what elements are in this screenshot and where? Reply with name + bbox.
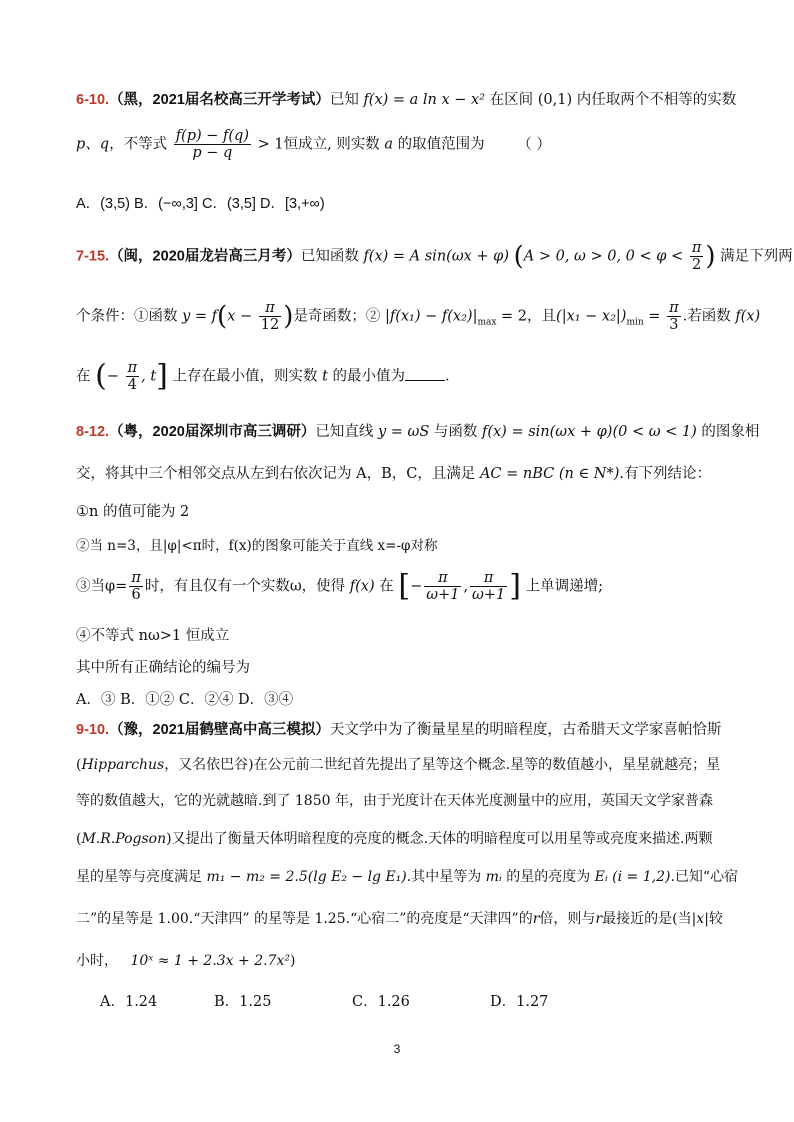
q9-formula: m₁ − m₂ = 2.5(lg E₂ − lg E₁)	[206, 869, 407, 885]
q6-number: 6-10.	[76, 92, 110, 108]
q7-number: 7-15.	[76, 248, 110, 265]
q6-options: A．(3,5) B．(−∞,3] C．(3,5] D．[3,+∞)	[76, 196, 325, 212]
q8-source: （粤，2020届深圳市高三调研）	[109, 424, 316, 440]
q9-option-b: B．1.25	[214, 994, 272, 1010]
q7-line-3: 在 (− $\frac{\pi}{4}$ , t] 上存在最小值，则实数 t 的最小值为 .	[76, 358, 450, 394]
q9-line-2: (Hipparchus，又名依巴谷)在公元前二世纪首先提出了星等这个概念.星等的数值越小，星星就越亮；星	[76, 757, 721, 773]
q6-source: （黑，2021届名校高三开学考试）	[109, 92, 330, 108]
q8-options: A．③ B．①② C．②④ D．③④	[76, 692, 294, 708]
q9-option-d: D．1.27	[490, 994, 549, 1010]
q7-line-2: 个条件：①函数 y = f(x − $\frac{\pi}{12}$ )是奇函数；② $|f(x_1) - f(x_2)|_{max} = 2$，且$(|x_1 - x_2|)_{min}$ = $\frac{\pi}{3}$ .若函数 f(x)	[76, 300, 761, 333]
q9-source: （豫，2021届鹤壁高中高三模拟）	[109, 722, 330, 738]
q8-conclusion-1: ①n 的值可能为 2	[76, 504, 190, 520]
q8-ask: 其中所有正确结论的编号为	[76, 660, 250, 676]
q6-line-2: p、q，不等式 $\frac{f(p) - f(q)}{p - q}$ > 1恒成立, 则实数 a 的取值范围为 （ ）	[76, 128, 551, 161]
q9-line-6: 二”的星等是 1.00.“天津四” 的星等是 1.25.“心宿二”的亮度是“天津四”的r倍，则与r最接近的是(当|x|较	[76, 911, 723, 927]
q7-line-1: 7-15.（闽，2020届龙岩高三月考）已知函数 f(x) = A sin(ωx + φ) (A > 0, ω > 0, 0 < φ < $\frac{\pi}{2}$ ) 满足下列两	[76, 240, 793, 273]
q9-number: 9-10.	[76, 722, 110, 738]
q8-conclusion-3: ③当φ= $\frac{\pi}{6}$ 时，有且仅有一个实数ω，使得 f(x) 在 [− $\frac{\pi}{\omega+1}$ , $\frac{\pi}{\omega+1}$ ] 上单调递增;	[76, 568, 603, 604]
q7-source: （闽，2020届龙岩高三月考）	[109, 248, 301, 265]
q8-conclusion-2: ②当 n=3，且|φ|<π时，f(x)的图象可能关于直线 x=-φ对称	[76, 538, 438, 554]
q6-fraction: $\frac{f(p) - f(q)}{p - q}$	[175, 128, 249, 161]
q8-conclusion-4: ④不等式 nω>1 恒成立	[76, 628, 230, 644]
q9-line-7: 小时， 10ˣ ≈ 1 + 2.3x + 2.7x²)	[76, 953, 296, 969]
q8-line-1: 8-12.（粤，2020届深圳市高三调研）已知直线 y = ωS 与函数 f(x) = sin(ωx + φ)(0 < ω < 1) 的图象相	[76, 424, 760, 440]
q8-number: 8-12.	[76, 424, 110, 440]
q6-answer-paren: （ ）	[517, 136, 551, 153]
q6-interval: (0,1)	[537, 92, 573, 108]
q9-line-3: 等的数值越大，它的光就越暗.到了 1850 年，由于光度计在天体光度测量中的应用，英国天文学家普森	[76, 793, 713, 809]
q9-option-a: A．1.24	[100, 994, 158, 1010]
q8-line-2: 交，将其中三个相邻交点从左到右依次记为 A，B，C，且满足 AC = nBC (n ∈ N*).有下列结论：	[76, 466, 712, 482]
q6-function: f(x) = a ln x − x²	[363, 92, 486, 108]
page-number: 3	[393, 1042, 401, 1056]
q9-line-5: 星的星等与亮度满足 m₁ − m₂ = 2.5(lg E₂ − lg E₁).其中星等为 mᵢ 的星的亮度为 Eᵢ (i = 1,2).已知“心宿	[76, 869, 739, 885]
q9-line-4: (M.R.Pogson)又提出了衡量天体明暗程度的亮度的概念.天体的明暗程度可以用星等或亮度来描述.两颗	[76, 831, 713, 847]
q7-answer-blank	[405, 368, 445, 381]
q6-line-1: 6-10.（黑，2021届名校高三开学考试）已知 f(x) = a ln x − x² 在区间 (0,1) 内任取两个不相等的实数	[76, 92, 737, 108]
q9-line-1: 9-10.（豫，2021届鹤壁高中高三模拟）天文学中为了衡量星星的明暗程度，古希腊天文学家喜帕恰斯	[76, 722, 722, 738]
q9-option-c: C．1.26	[352, 994, 410, 1010]
